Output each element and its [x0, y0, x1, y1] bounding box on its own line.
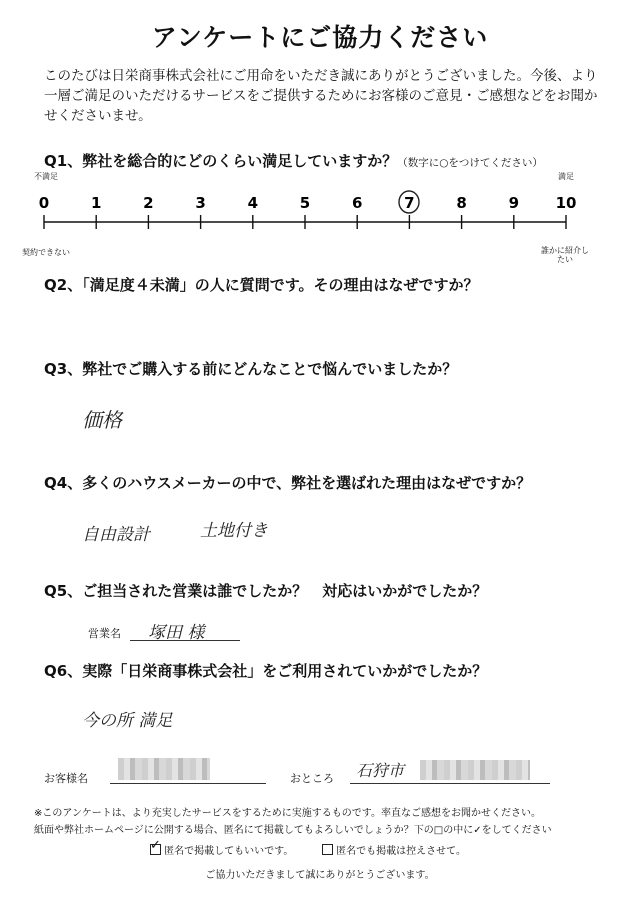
scale-number-10[interactable]: 10: [555, 194, 577, 212]
page-title: アンケートにご協力ください: [151, 23, 489, 52]
scale-number-1[interactable]: 1: [90, 194, 102, 212]
sales-name-label: 営業名: [88, 627, 121, 640]
question-4: Q4、多くのハウスメーカーの中で、弊社を選ばれた理由はなぜですか？: [44, 474, 532, 492]
question-1-text: Q1、弊社を総合的にどのくらい満足していますか？: [44, 152, 398, 170]
sales-name-underline: [130, 640, 240, 641]
scale-number-9[interactable]: 9: [508, 194, 520, 212]
option-anonymous-ok[interactable]: [150, 838, 294, 857]
checkbox-anonymous-ok[interactable]: [150, 838, 161, 855]
address-underline: [350, 783, 550, 784]
checkbox-anonymous-no[interactable]: [322, 844, 333, 855]
footer-note-1: ※このアンケートは、より充実したサービスをするために実施するものです。率直なご感想をお聞かせください。: [34, 808, 541, 819]
address-label: おところ: [290, 772, 334, 785]
option-anonymous-no[interactable]: [322, 842, 466, 857]
scale-right-bottom-label: 誰かに紹介したい: [541, 246, 589, 264]
scale-number-4[interactable]: 4: [247, 194, 259, 212]
question-6: Q6、実際「日栄商事株式会社」をご利用されていかがでしたか？: [44, 662, 488, 680]
answer-6: 今の所 満足: [82, 711, 173, 731]
intro-text: このたびは日栄商事株式会社にご用命をいただき誠にありがとうございました。今後、より一層ご満足のいただけるサービスをご提供するためにお客様のご意見・ご感想などをお聞かせくださいませ。: [44, 68, 598, 124]
scale-number-0[interactable]: 0: [38, 194, 50, 212]
option-anonymous-ok-label: 匿名で掲載してもいいです。: [164, 846, 294, 857]
scale-number-5[interactable]: 5: [299, 194, 311, 212]
scale-number-2[interactable]: 2: [143, 194, 154, 212]
checkmark-icon: ✓: [150, 838, 161, 853]
scale-number-6[interactable]: 6: [351, 194, 363, 212]
question-3: Q3、弊社でご購入する前にどんなことで悩んでいましたか？: [44, 360, 458, 378]
question-1-note: （数字に○をつけてください）: [397, 157, 543, 169]
customer-name-redacted: [118, 758, 210, 780]
scale-number-7[interactable]: 7: [404, 194, 415, 212]
answer-3: 価格: [82, 408, 122, 432]
option-anonymous-no-label: 匿名でも掲載は控えさせて。: [336, 846, 466, 857]
question-2: Q2、「満足度４未満」の人に質問です。その理由はなぜですか？: [44, 276, 479, 294]
address-redacted: [420, 760, 530, 780]
customer-name-label: お客様名: [44, 772, 88, 785]
footer-note-2: 紙面や弊社ホームページに公開する場合、匿名にて掲載してもよろしいでしょうか？下の□の中に✓をしてください: [34, 825, 552, 836]
scale-number-3[interactable]: 3: [195, 194, 206, 212]
question-5: Q5、ご担当された営業は誰でしたか？ 対応はいかがでしたか？: [44, 582, 488, 600]
customer-name-underline: [110, 783, 266, 784]
scale-right-top-label: 満足: [558, 172, 574, 181]
scale-left-top-label: 不満足: [34, 172, 58, 181]
scale-left-bottom-label: 契約できない: [22, 248, 70, 257]
address-value: 石狩市: [356, 761, 405, 780]
scale-number-8[interactable]: 8: [456, 194, 467, 212]
footer-thanks: ご協力いただきまして誠にありがとうございます。: [205, 870, 435, 881]
sales-name-value: 塚田 様: [148, 623, 205, 643]
answer-4-second: 土地付き: [200, 521, 268, 541]
answer-4-first: 自由設計: [82, 525, 150, 545]
